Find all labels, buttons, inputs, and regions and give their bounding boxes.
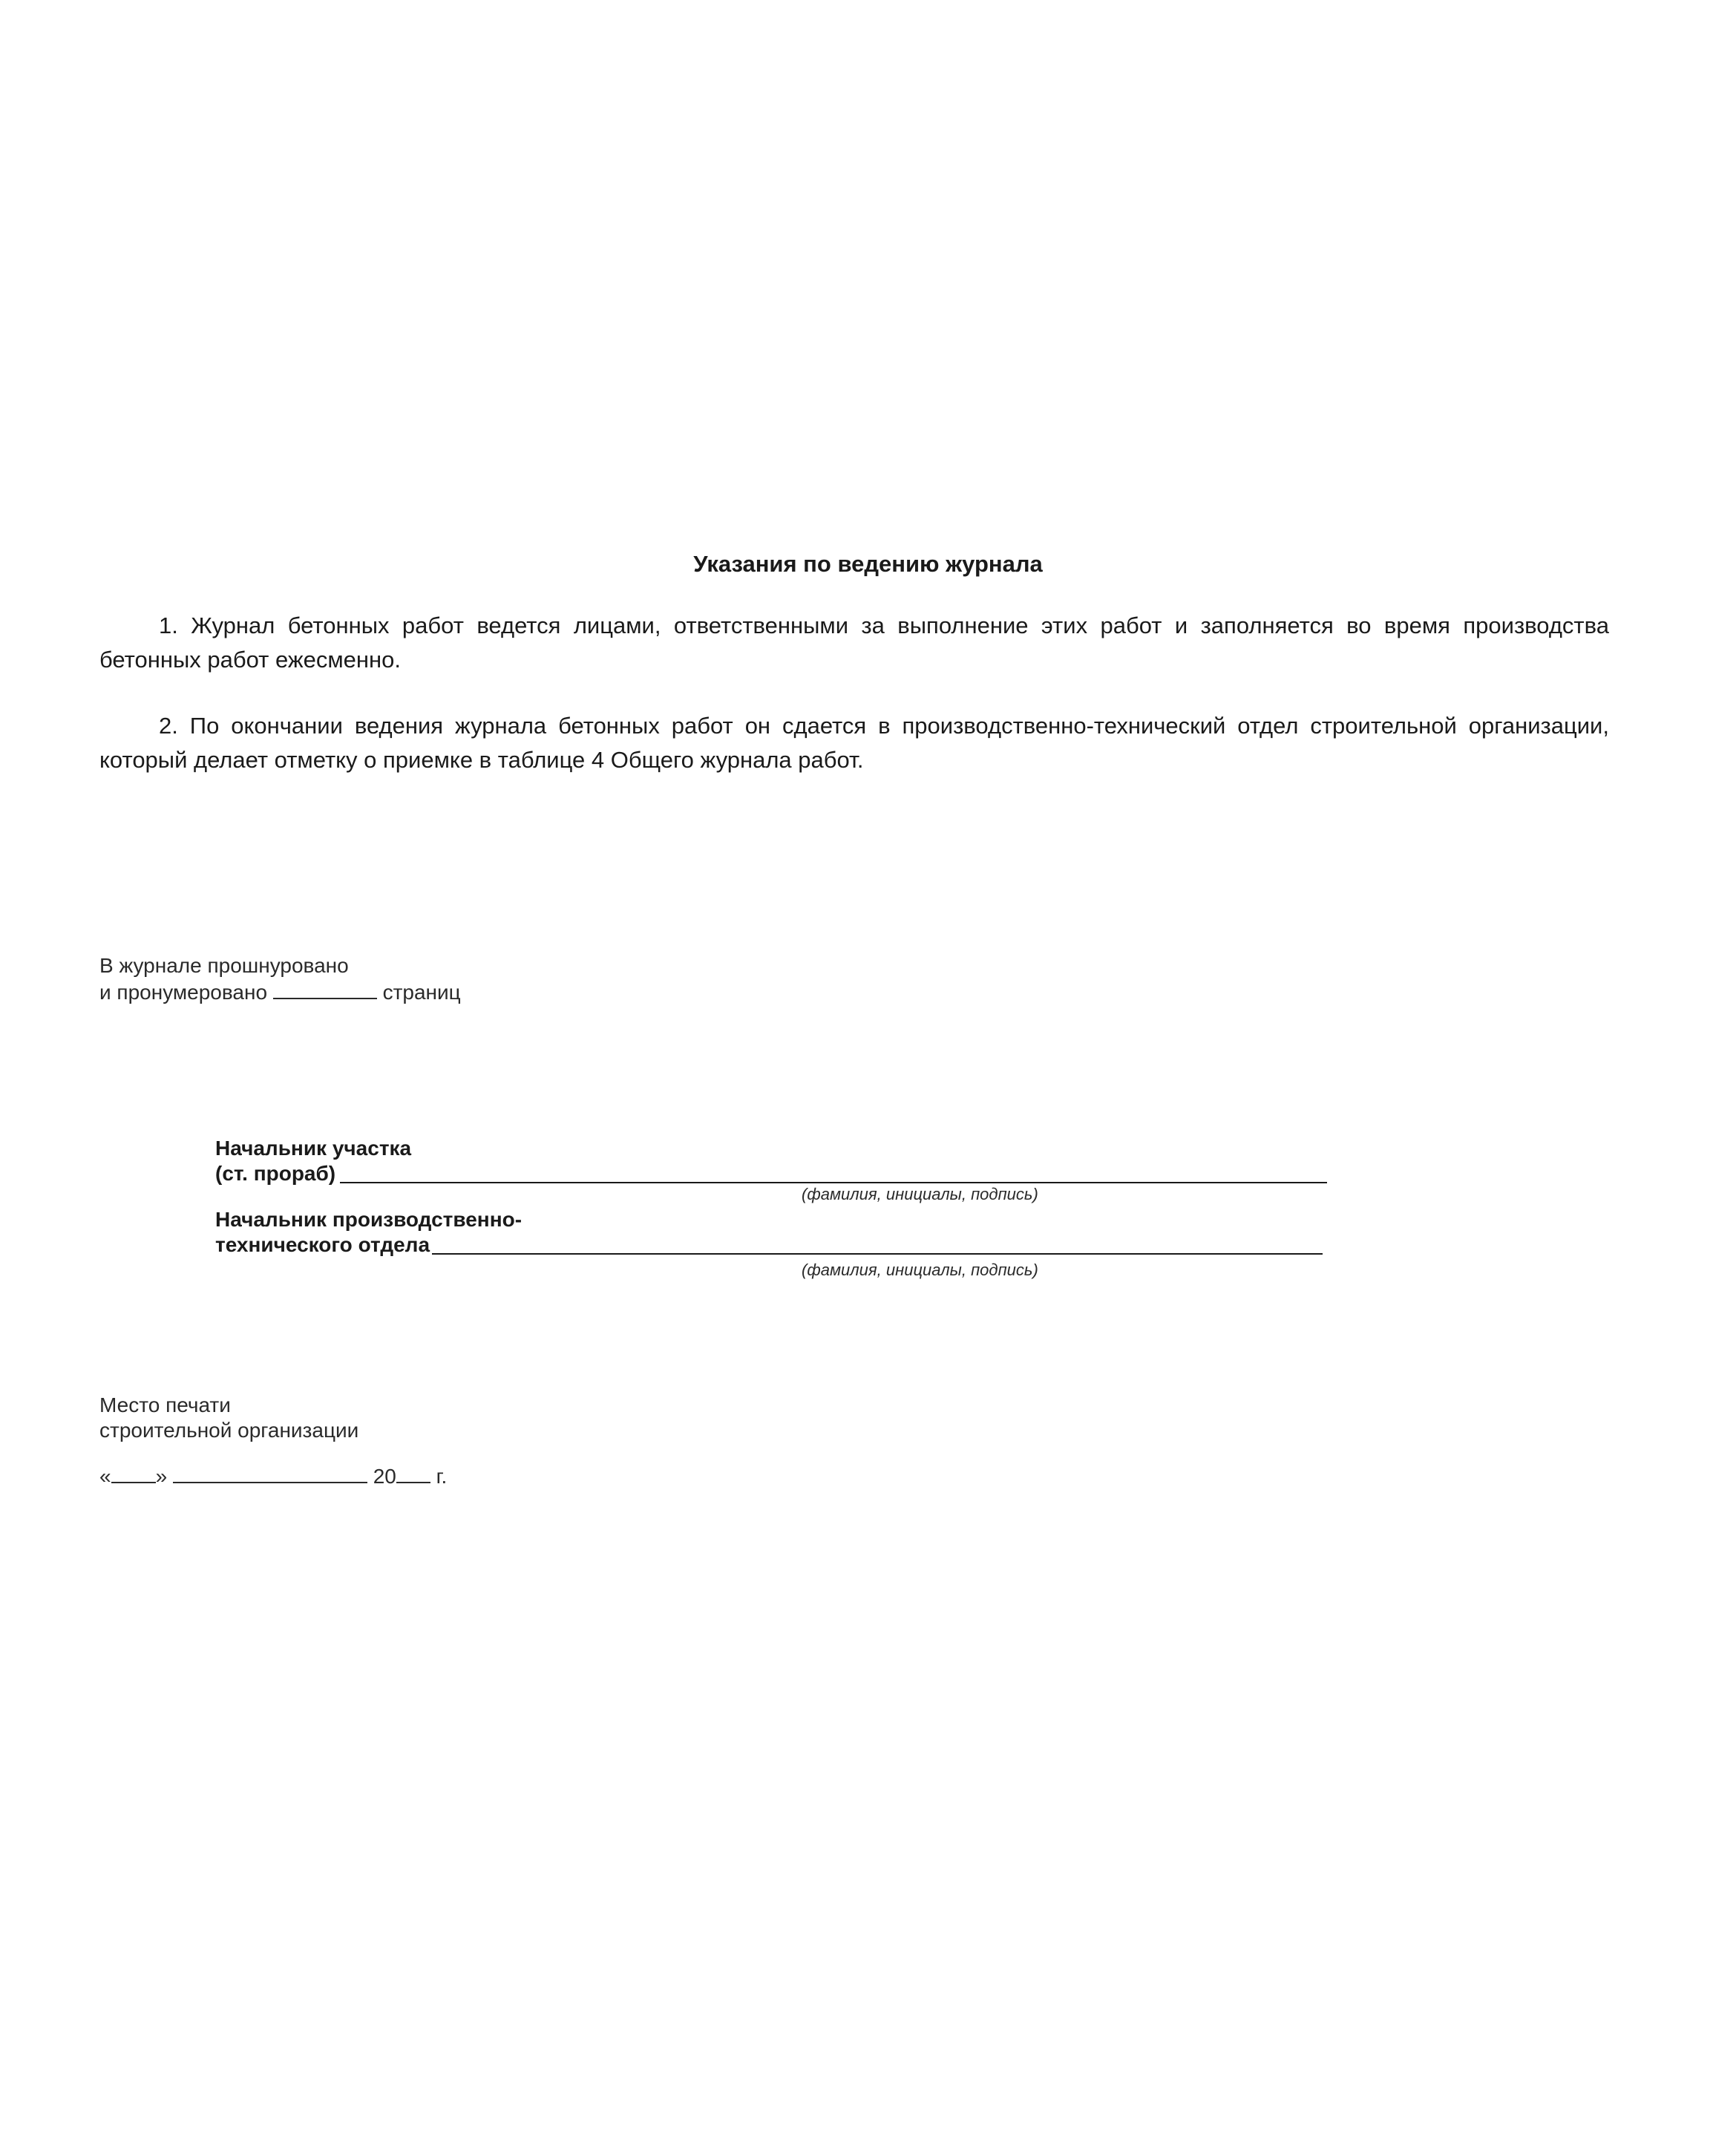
pages-count-note	[99, 953, 461, 1005]
date-year-suffix: г.	[436, 1465, 448, 1488]
signature-site-chief-caption: (фамилия, инициалы, подпись)	[802, 1185, 1038, 1203]
signature-pto-chief-line[interactable]	[432, 1253, 1323, 1255]
stamp-line2: строительной организации	[99, 1419, 359, 1442]
signature-site-chief-line[interactable]	[340, 1182, 1327, 1183]
document-title: Указания по ведению журнала	[693, 551, 1043, 577]
signature-pto-chief-subtitle: технического отдела	[215, 1233, 430, 1256]
instruction-paragraph-1: 1. Журнал бетонных работ ведется лицами, ответственными за выполнение этих работ и заполняется во время производства бетонных работ ежесменно.	[99, 612, 1609, 673]
date-day-blank[interactable]	[111, 1462, 156, 1483]
signature-site-chief-title: Начальник участка	[215, 1137, 412, 1160]
pages-note-prefix: и пронумеровано	[99, 981, 268, 1004]
date-year-blank[interactable]	[396, 1462, 430, 1483]
date-line	[99, 1462, 447, 1489]
pages-note-line1: В журнале прошнуровано	[99, 954, 349, 977]
date-open-quote: «	[99, 1465, 111, 1488]
pages-note-line2	[99, 978, 461, 1005]
instruction-paragraph-2: 2. По окончании ведения журнала бетонных работ он сдается в производственно-технический отдел строительной организации, который делает отметку о приемке в таблице 4 Общего журнала работ.	[99, 713, 1609, 773]
signature-pto-chief-title: Начальник производственно-	[215, 1208, 523, 1231]
signature-site-chief-subtitle: (ст. прораб)	[215, 1162, 336, 1185]
date-year-prefix: 20	[373, 1465, 396, 1488]
pages-count-blank[interactable]	[273, 978, 377, 999]
date-month-blank[interactable]	[173, 1462, 367, 1483]
stamp-line1: Место печати	[99, 1393, 231, 1416]
signature-pto-chief	[215, 1207, 522, 1258]
pages-note-suffix: страниц	[382, 981, 461, 1004]
date-close-quote: »	[155, 1465, 168, 1488]
signature-pto-chief-caption: (фамилия, инициалы, подпись)	[802, 1261, 1038, 1279]
stamp-place	[99, 1393, 358, 1443]
signature-site-chief	[215, 1136, 411, 1186]
